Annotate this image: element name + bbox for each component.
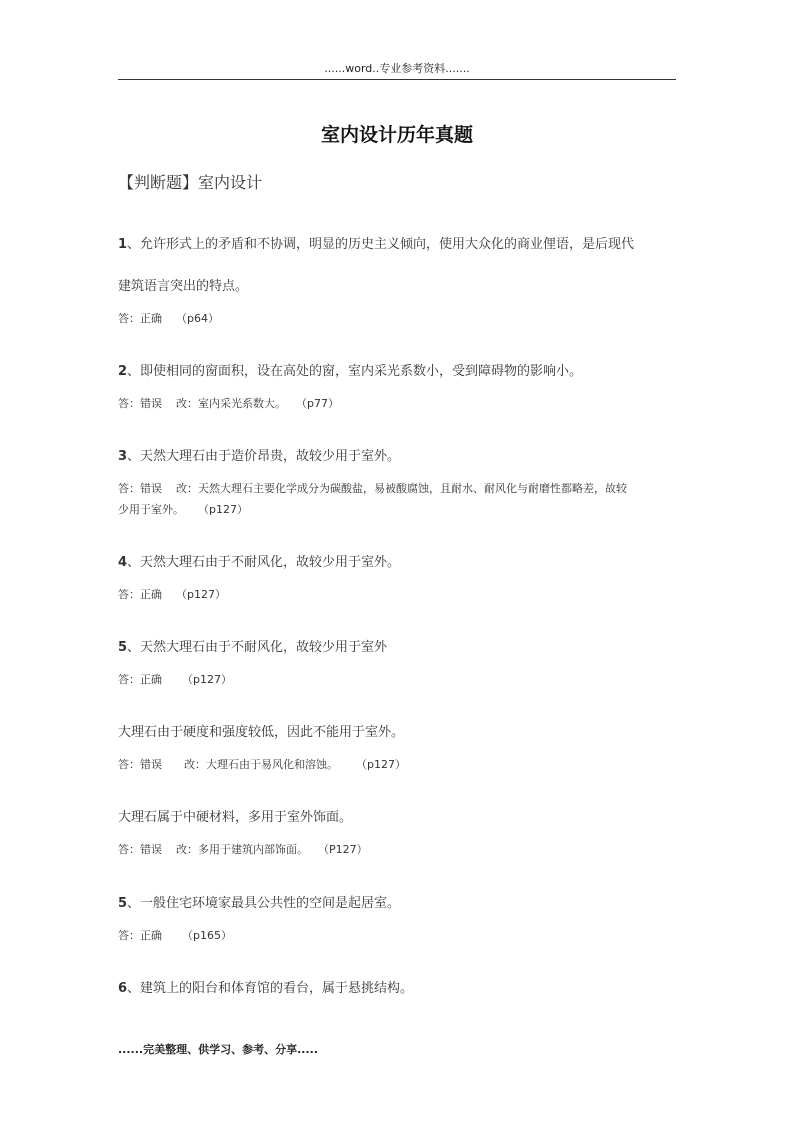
answer-5d (118, 927, 678, 943)
question-number: 2 (118, 364, 128, 379)
answer-reference: （p165） (182, 929, 232, 942)
answer-correction: 改：多用于建筑内部饰面。 (176, 843, 308, 856)
question-4 (118, 551, 678, 570)
question-number: 1 (118, 237, 128, 252)
question-1-continued (118, 275, 678, 294)
question-number: 6 (118, 981, 128, 996)
answer-verdict: 答：错误 (118, 397, 162, 410)
answer-verdict: 答：错误 (118, 482, 162, 495)
answer-reference: （p127） (176, 588, 226, 601)
answer-1 (118, 310, 678, 326)
question-text: 、天然大理石由于不耐风化，故较少用于室外。 (127, 555, 401, 570)
answer-verdict: 答：正确 (118, 673, 162, 686)
answer-correction: 改：大理石由于易风化和溶蚀。 (184, 758, 338, 771)
answer-verdict: 答：正确 (118, 312, 162, 325)
answer-verdict: 答：错误 (118, 758, 162, 771)
question-number: 4 (118, 555, 128, 570)
answer-correction-cont: 少用于室外。 (118, 503, 184, 516)
page-header: ......word..专业参考资料....... (118, 58, 676, 80)
answer-5c (118, 841, 678, 857)
question-5c (118, 806, 678, 825)
question-text (118, 233, 678, 252)
answer-reference: （P127） (318, 843, 368, 856)
answer-reference: （p127） (198, 503, 248, 516)
answer-3 (118, 480, 678, 496)
answer-reference: （p127） (356, 758, 406, 771)
question-6 (118, 977, 678, 996)
question-text: 、即使相同的窗面积，设在高处的窗，室内采光系数小，受到障碍物的影响小。 (127, 364, 583, 379)
question-number: 3 (118, 449, 128, 464)
question-text: 、建筑上的阳台和体育馆的看台，属于悬挑结构。 (127, 981, 414, 996)
answer-verdict: 答：错误 (118, 843, 162, 856)
answer-2 (118, 395, 678, 411)
question-number: 5 (118, 640, 128, 655)
answer-correction: 改：室内采光系数大。 (176, 397, 286, 410)
question-3 (118, 445, 678, 464)
question-number: 5 (118, 896, 128, 911)
question-text: 大理石由于硬度和强度较低，因此不能用于室外。 (118, 725, 405, 740)
answer-4 (118, 586, 678, 602)
document-title: 室内设计历年真题 (320, 124, 473, 146)
answer-5 (118, 671, 678, 687)
question-line-2: 建筑语言突出的特点。 (118, 279, 249, 294)
answer-reference: （p77） (296, 397, 339, 410)
question-2 (118, 360, 678, 379)
question-text: 大理石属于中硬材料，多用于室外饰面。 (118, 810, 353, 825)
section-heading: 【判断题】室内设计 (118, 173, 263, 192)
question-5d (118, 892, 678, 911)
question-text: 、一般住宅环境家最具公共性的空间是起居室。 (127, 896, 401, 911)
answer-reference: （p64） (176, 312, 219, 325)
question-1 (118, 233, 678, 252)
answer-correction: 改：天然大理石主要化学成分为碳酸盐，易被酸腐蚀，且耐水、耐风化与耐磨性都略差，故较 (176, 482, 627, 495)
question-line-1: 、允许形式上的矛盾和不协调，明显的历史主义倾向，使用大众化的商业俚语，是后现代 (127, 237, 635, 252)
answer-5b (118, 756, 678, 772)
answer-reference: （p127） (182, 673, 232, 686)
answer-3-continued (118, 501, 678, 517)
question-text: 、天然大理石由于不耐风化，故较少用于室外 (127, 640, 388, 655)
answer-verdict: 答：正确 (118, 588, 162, 601)
answer-verdict: 答：正确 (118, 929, 162, 942)
question-text: 、天然大理石由于造价昂贵，故较少用于室外。 (127, 449, 401, 464)
question-5 (118, 636, 678, 655)
question-5b (118, 721, 678, 740)
page-footer: ......完美整理、供学习、参考、分享..... (118, 1043, 318, 1056)
